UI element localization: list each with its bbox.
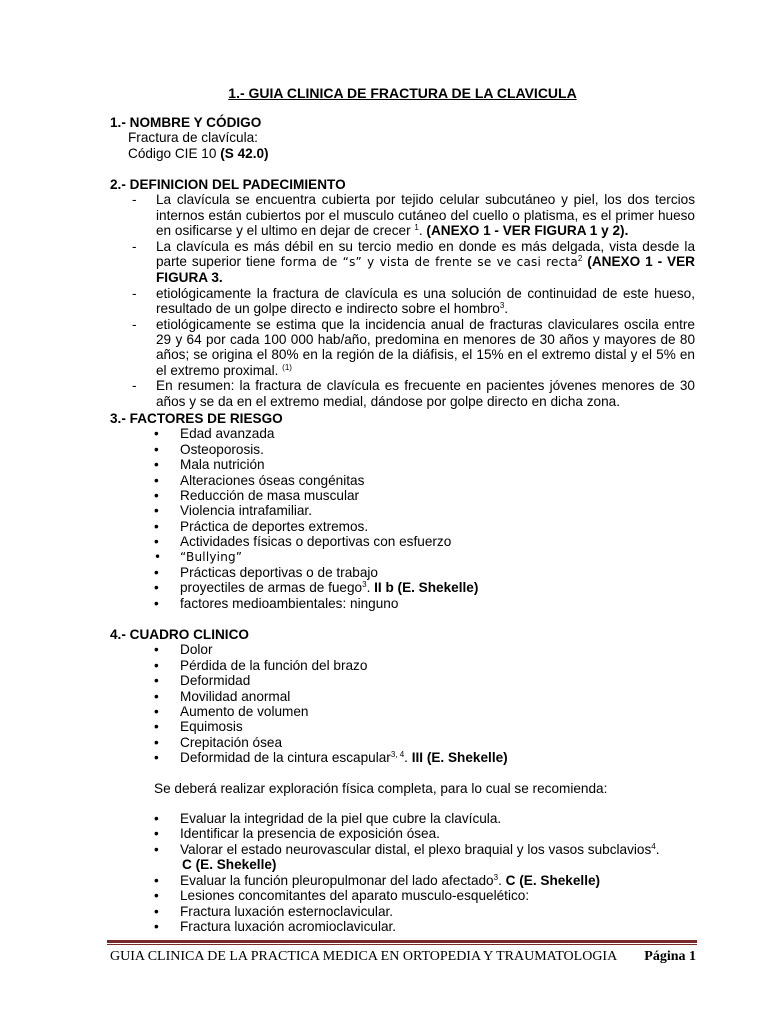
document-title: 1.- GUIA CLINICA DE FRACTURA DE LA CLAVICULA: [228, 85, 577, 101]
list-item: • Alteraciones óseas congénitas: [154, 473, 695, 488]
list-item: • Fractura luxación acromioclavicular.: [154, 919, 695, 934]
list-item: • Edad avanzada: [154, 426, 695, 441]
recommendation-list: [110, 811, 695, 934]
list-item: - etiológicamente se estima que la incidencia anual de fracturas claviculares oscila entre 29 y 64 por cada 100 000 hab/año, predomina en menores de 30 años y mayores de 80 años; se origina el 80% en la región de la diáfisis, el 15% en el extremo distal y el 5% en el extremo proximal. $^{(1)}$: [128, 317, 695, 379]
section-heading: 3.- FACTORES DE RIESGO: [110, 411, 283, 426]
list-item: • Fractura luxación esternoclavicular.: [154, 904, 695, 919]
list-item: • Aumento de volumen: [154, 704, 695, 719]
list-item: - La clavícula es más débil en su tercio medio en donde es más delgada, vista desde la parte superior tiene forma de “s” y vista de frente se ve casi recta$^2$ (ANEXO 1 - VER FIGURA 3.: [128, 239, 695, 286]
list-item: • Identificar la presencia de exposición ósea.: [154, 826, 695, 841]
risk-factor-list: [110, 426, 695, 611]
list-item: • Evaluar la función pleuropulmonar del lado afectado$^3$. C (E. Shekelle): [154, 873, 695, 888]
list-item: - etiológicamente la fractura de clavícula es una solución de continuidad de este hueso, resultado de un golpe directo e indirecto sobre el hombro$^3$.: [128, 286, 695, 317]
footer-rule: [107, 940, 697, 943]
section-cuadro-clinico: [110, 627, 695, 934]
page-footer: [110, 948, 696, 966]
list-item: • Pérdida de la función del brazo: [154, 658, 695, 673]
diagnosis-name: Fractura de clavícula:: [128, 130, 258, 146]
section-heading: 1.- NOMBRE Y CÓDIGO: [110, 115, 262, 130]
section-nombre-codigo: [110, 115, 695, 161]
list-item: • Mala nutrición: [154, 457, 695, 472]
section-heading: 4.- CUADRO CLINICO: [110, 627, 249, 642]
list-item: • factores medioambientales: ninguno: [154, 596, 695, 611]
definition-list: [110, 192, 695, 409]
list-item: - En resumen: la fractura de clavícula es frecuente en pacientes jóvenes menores de 30 años y se da en el extremo medial, dándose por golpe directo en dicha zona.: [128, 378, 695, 409]
list-item: • Evaluar la integridad de la piel que cubre la clavícula.: [154, 811, 695, 826]
page-number: Página 1: [644, 949, 696, 964]
exploration-intro: Se deberá realizar exploración física completa, para lo cual se recomienda:: [154, 780, 608, 796]
symptom-list: [110, 642, 695, 765]
list-item: • proyectiles de armas de fuego$^3$. II b (E. Shekelle): [154, 580, 695, 595]
list-item: • Deformidad: [154, 673, 695, 688]
list-item: • Lesiones concomitantes del aparato musculo-esquelético:: [154, 888, 695, 903]
footer-rule-thin: [107, 944, 697, 945]
list-item: • Osteoporosis.: [154, 442, 695, 457]
section-factores-riesgo: [110, 411, 695, 611]
list-item: • Actividades físicas o deportivas con esfuerzo: [154, 534, 695, 549]
cie-code: Código CIE 10 (S 42.0): [128, 145, 269, 161]
list-item: • Crepitación ósea: [154, 735, 695, 750]
list-item: • Movilidad anormal: [154, 689, 695, 704]
list-item: • Prácticas deportivas o de trabajo: [154, 565, 695, 580]
footer-title: GUIA CLINICA DE LA PRACTICA MEDICA EN ORTOPEDIA Y TRAUMATOLOGIA: [110, 949, 618, 964]
list-item: • Práctica de deportes extremos.: [154, 519, 695, 534]
list-item: • Deformidad de la cintura escapular$^{3, 4}$. III (E. Shekelle): [154, 750, 695, 765]
section-heading: 2.- DEFINICION DEL PADECIMIENTO: [110, 177, 346, 192]
list-item: • Reducción de masa muscular: [154, 488, 695, 503]
list-item: • Valorar el estado neurovascular distal, el plexo braquial y los vasos subclavios$^4$. C (E. Shekelle): [154, 842, 695, 873]
list-item: • Equimosis: [154, 719, 695, 734]
section-definicion: [110, 177, 695, 409]
list-item: • Violencia intrafamiliar.: [154, 503, 695, 518]
list-item: • “Bullying”: [154, 550, 695, 565]
list-item: - La clavícula se encuentra cubierta por tejido celular subcutáneo y piel, los dos tercios internos están cubiertos por el musculo cutáneo del cuello o platisma, es el primer hueso en osificarse y el ultimo en dejar de crecer $^1$. (ANEXO 1 - VER FIGURA 1 y 2).: [128, 192, 695, 238]
list-item: • Dolor: [154, 642, 695, 657]
